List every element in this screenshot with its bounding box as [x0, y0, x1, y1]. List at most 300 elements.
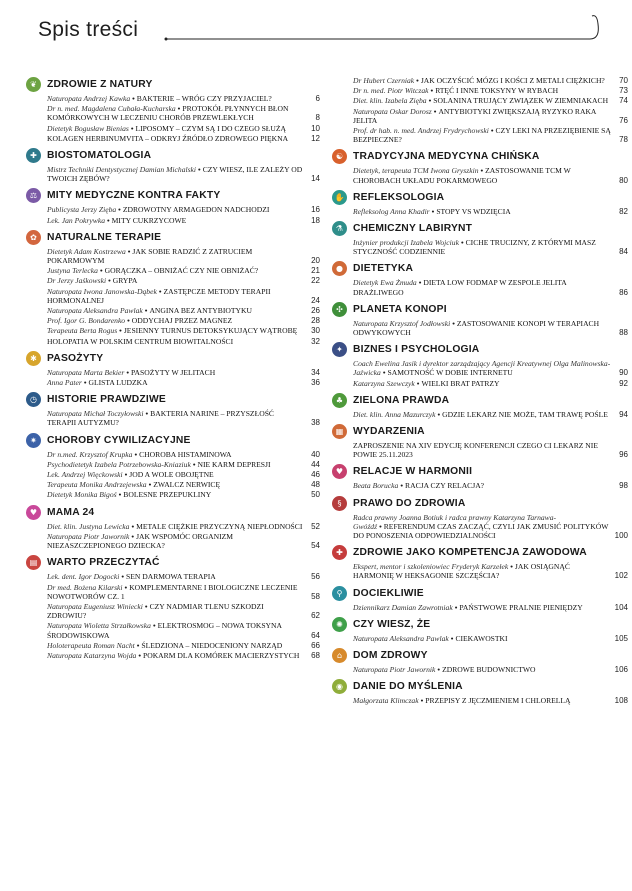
entry-page-number: 102 — [614, 571, 628, 581]
entry-author: Naturopata Eugeniusz Winiecki — [47, 601, 143, 611]
entry-author: Prof. dr hab. n. med. Andrzej Frydrychowski — [353, 126, 489, 136]
entry-author: Mistrz Techniki Dentystycznej Damian Michalski — [47, 165, 197, 175]
bullet-separator: • — [118, 490, 122, 500]
toc-entry[interactable] — [47, 124, 320, 133]
entry-page-number: 86 — [619, 287, 628, 297]
bullet-separator: • — [152, 621, 156, 631]
bullet-separator: • — [416, 378, 420, 388]
cannabis-icon: ✣ — [332, 302, 347, 317]
bullet-separator: • — [198, 165, 201, 175]
flask-icon: ⚗ — [332, 221, 347, 236]
entry-article-title: DIETA LOW FODMAP W ZESPOLE JELITA DRAŻLIWEGO — [353, 278, 567, 297]
section-heading[interactable] — [26, 229, 320, 246]
balance-icon: ⚖ — [26, 188, 41, 203]
entry-article-title: SEN DARMOWA TERAPIA — [126, 572, 216, 582]
section-dietetyka — [332, 260, 628, 296]
entry-page-number: 104 — [614, 602, 628, 612]
entry-page-number: 54 — [311, 541, 320, 551]
entry-page-number: 6 — [315, 94, 320, 103]
entry-author: Terapeuta Berta Rogus — [47, 326, 118, 336]
bullet-separator: • — [134, 449, 138, 459]
entry-author: Dr Hubert Czerniak — [353, 76, 415, 85]
entry-page-number: 26 — [311, 306, 320, 316]
bullet-separator: • — [510, 562, 513, 572]
entry-article-title: ELEKTROSMOG – NOWA TOKSYNA ŚRODOWISKOWA — [47, 621, 282, 640]
entry-author: Publicysta Jerzy Zięba — [47, 205, 117, 215]
entry-page-number: 84 — [619, 247, 628, 257]
bullet-separator: • — [121, 572, 125, 582]
toc-entry[interactable] — [47, 165, 320, 183]
toc-entry[interactable] — [47, 216, 320, 225]
toc-right-column — [332, 76, 628, 710]
section-mity-medyczne-kontra-fakty — [26, 187, 320, 224]
entry-page-number: 28 — [311, 316, 320, 326]
section-heading[interactable] — [332, 678, 628, 695]
bullet-separator: • — [379, 521, 382, 531]
entry-article-title: JAK WSPOMÓC ORGANIZM NIEZASZCZEPIONEGO DZIECKA? — [47, 531, 233, 551]
entry-page-number: 68 — [311, 650, 320, 660]
bullet-separator: • — [144, 601, 148, 611]
section-title: PLANETA KONOPI — [353, 303, 447, 315]
bullet-separator: • — [450, 633, 454, 643]
entry-author: Justyna Terlecka — [47, 266, 98, 276]
entry-page-number: 108 — [614, 696, 628, 706]
entry-author: Psychodietetyk Izabela Potrzebowska-Kniaziuk — [47, 459, 191, 469]
toc-entry[interactable] — [353, 359, 628, 377]
section-title: PRAWO DO ZDROWIA — [353, 497, 466, 509]
toc-entry[interactable] — [47, 450, 320, 459]
entry-article-title: CIEKAWOSTKI — [455, 633, 508, 643]
bullet-separator: • — [145, 409, 149, 419]
toc-entry[interactable] — [353, 319, 628, 337]
section-heading[interactable] — [332, 392, 628, 409]
sprout-icon: ♣ — [332, 393, 347, 408]
entry-author: Naturopata Aleksandra Pawlak — [47, 306, 143, 316]
section-heading[interactable] — [332, 423, 628, 440]
entry-page-number: 70 — [619, 76, 628, 85]
toc-entry[interactable] — [353, 665, 628, 674]
entry-article-title: CZY LEKI NA PRZEZIĘBIENIE SĄ BEZPIECZNE? — [353, 126, 611, 145]
entry-author: Holoterapeuta Roman Nacht — [47, 640, 135, 650]
entry-author: Ekspert, mentor i szkoleniowiec Fryderyk Karzełek — [353, 562, 509, 572]
toc-entry[interactable] — [47, 104, 320, 122]
toc-entry[interactable] — [47, 470, 320, 479]
section-heading[interactable] — [332, 616, 628, 633]
entry-author: Dr med. Bożena Kilarski — [47, 582, 123, 592]
bullet-separator: • — [431, 206, 435, 216]
entry-page-number: 62 — [311, 611, 320, 621]
entry-article-title: KOLAGEN HERBINUMVITA – ODKRYJ ŹRÓDŁO ZDROWEGO PIĘKNA — [47, 133, 289, 143]
entry-article-title: BOLESNE PRZEPUKLINY — [123, 490, 212, 500]
bullet-separator: • — [118, 205, 121, 215]
section-heading[interactable] — [26, 350, 320, 367]
bullet-separator: • — [131, 521, 135, 531]
entry-article-title: BAKTERIE – WRÓG CZY PRZYJACIEL? — [136, 94, 272, 103]
section-biznes-i-psychologia — [332, 341, 628, 388]
toc-entry[interactable] — [47, 522, 320, 531]
section-heading[interactable] — [26, 147, 320, 164]
section-tradycyjna-medycyna-chinska — [332, 148, 628, 184]
section-title: HISTORIE PRAWDZIWE — [47, 394, 166, 406]
entry-author: Dietetyk Monika Bigoś — [47, 490, 117, 500]
section-continued — [332, 76, 628, 144]
entry-page-number: 34 — [311, 367, 320, 377]
toc-entry[interactable] — [353, 207, 628, 216]
section-zdrowie-z-natury — [26, 76, 320, 143]
entry-author: Anna Pater — [47, 378, 82, 388]
entry-author: Terapeuta Monika Andrzejewska — [47, 480, 147, 490]
entry-page-number: 96 — [619, 450, 628, 460]
entry-article-title: SAMOTNOŚĆ W DOBIE INTERNETU — [387, 368, 513, 378]
bullet-separator: • — [132, 94, 135, 103]
heart-icon: ♥ — [332, 464, 347, 479]
toc-entry[interactable] — [47, 490, 320, 499]
calendar-icon: ▦ — [332, 424, 347, 439]
entry-article-title: CZY NADMIAR TLENU SZKODZI ZDROWIU? — [47, 601, 264, 621]
entry-article-title: ZASTOSOWANIE TCM W CHOROBACH UKŁADU POKARMOWEGO — [353, 166, 571, 185]
toc-entry[interactable] — [47, 337, 320, 346]
entry-article-title: ZASTOSOWANIE KONOPI W TERAPIACH ODWYKOWYCH — [353, 318, 600, 338]
toc-entry[interactable] — [47, 316, 320, 325]
entry-article-title: PRZEPISY Z JĘCZMIENIEM I CHLORELLĄ — [425, 696, 571, 706]
entry-page-number: 56 — [311, 572, 320, 582]
handshake-icon: ✦ — [332, 342, 347, 357]
bullet-separator: • — [136, 640, 140, 650]
entry-article-title: PAŃSTWOWE PRALNIE PIENIĘDZY — [459, 602, 583, 612]
entry-page-number: 73 — [619, 86, 628, 96]
entry-article-title: NIE KARM DEPRESJI — [197, 459, 271, 469]
entry-author: Naturopata Michał Toczyłowski — [47, 409, 144, 419]
entry-page-number: 16 — [311, 205, 320, 215]
entry-page-number: 105 — [614, 633, 628, 643]
entry-article-title: POKARM DLA KOMÓREK MACIERZYSTYCH — [142, 650, 300, 660]
entry-page-number: 88 — [619, 328, 628, 338]
bullet-separator: • — [148, 480, 152, 490]
magnifier-icon: ⚲ — [332, 586, 347, 601]
toc-entry[interactable] — [353, 166, 628, 184]
bullet-separator: • — [428, 96, 432, 106]
entry-article-title: BAKTERIA NARINE – PRZYSZŁOŚĆ TERAPII AUTYZMU? — [47, 409, 274, 428]
bullet-separator: • — [144, 306, 148, 316]
toc-entry[interactable] — [47, 276, 320, 285]
entry-article-title: KOMPLEMENTARNE I BIOLOGICZNE LECZENIE NOWOTWORÓW CZ. 1 — [47, 582, 298, 601]
toc-entry[interactable] — [47, 134, 320, 143]
section-heading[interactable] — [332, 189, 628, 206]
entry-page-number: 76 — [619, 115, 628, 125]
section-title: ZDROWIE Z NATURY — [47, 79, 153, 90]
entry-page-number: 48 — [311, 480, 320, 490]
virus-icon: ✷ — [26, 433, 41, 448]
toc-entry[interactable] — [353, 603, 628, 612]
entry-article-title: RACJA CZY RELACJA? — [405, 481, 485, 491]
entry-page-number: 52 — [311, 521, 320, 531]
bullet-separator: • — [416, 76, 419, 85]
toc-entry[interactable] — [353, 562, 628, 580]
entry-author: Diet. klin. Anna Mazurczyk — [353, 409, 436, 419]
toc-entry[interactable] — [47, 306, 320, 315]
section-title: DOM ZDROWY — [353, 650, 428, 662]
entry-author: Dietetyk, terapeuta TCM Iwona Gryszkin — [353, 166, 479, 176]
entry-article-title: GLISTA LUDZKA — [88, 378, 148, 388]
entry-page-number: 64 — [311, 630, 320, 640]
section-refleksologia — [332, 189, 628, 216]
bullet-separator: • — [119, 326, 122, 336]
bullet-separator: • — [158, 286, 162, 296]
entry-page-number: 21 — [311, 266, 320, 276]
bullet-separator: • — [490, 126, 494, 136]
entry-author: Dietetyk Adam Kostrzewa — [47, 246, 126, 256]
entry-page-number: 8 — [315, 113, 320, 123]
toc-entry[interactable] — [353, 96, 628, 105]
section-title: WARTO PRZECZYTAĆ — [47, 557, 160, 569]
toc-entry[interactable] — [47, 368, 320, 377]
toc-entry[interactable] — [47, 378, 320, 387]
section-title: RELACJE W HARMONII — [353, 466, 473, 478]
section-title: DANIE DO MYŚLENIA — [353, 681, 463, 693]
toc-entry[interactable] — [353, 86, 628, 95]
bullet-separator: • — [177, 104, 181, 114]
section-heading[interactable] — [26, 432, 320, 449]
toc-entry[interactable] — [353, 379, 628, 388]
section-heading[interactable] — [332, 647, 628, 664]
section-dociekliwie — [332, 585, 628, 612]
entry-page-number: 18 — [311, 215, 320, 225]
entry-page-number: 44 — [311, 459, 320, 469]
entry-article-title: METALE CIĘŻKIE PRZYCZYNĄ NIEPŁODNOŚCI — [136, 521, 303, 531]
bullet-separator: • — [437, 665, 441, 675]
section-zdrowie-jako-kompetencja-zawodowa — [332, 544, 628, 580]
bullet-separator: • — [131, 531, 135, 541]
entry-author: Diet. klin. Izabela Zięba — [353, 96, 427, 106]
entry-article-title: JAK SOBIE RADZIĆ Z ZATRUCIEM POKARMOWYM — [47, 246, 253, 266]
section-title: BIZNES I PSYCHOLOGIA — [353, 344, 480, 356]
entry-author: Naturopata Marta Bekier — [47, 367, 125, 377]
entry-page-number: 74 — [619, 96, 628, 106]
apple-icon: ● — [332, 261, 347, 276]
page-title: Spis treści — [38, 18, 139, 41]
bug-icon: ✱ — [26, 351, 41, 366]
entry-article-title: CICHE TRUCIZNY, Z KTÓRYMI MASZ STYCZNOŚĆ CODZIENNIE — [353, 238, 596, 257]
toc-entry[interactable] — [47, 266, 320, 275]
section-zielona-prawda — [332, 392, 628, 419]
bullet-separator: • — [480, 166, 484, 176]
section-pasozyty — [26, 350, 320, 387]
section-title: CHEMICZNY LABIRYNT — [353, 223, 473, 235]
toc-entry[interactable] — [47, 532, 320, 550]
entry-author: Dietetyk Bogusław Bienias — [47, 123, 129, 133]
section-heading[interactable] — [26, 76, 320, 93]
toc-entry[interactable] — [353, 278, 628, 296]
section-title: DOCIEKLIWIE — [353, 587, 424, 599]
entry-author: Naturopata Aleksandra Pawlak — [353, 633, 449, 643]
entry-article-title: PROTOKÓŁ PŁYNNYCH BŁON KOMÓRKOWYCH W LECZENIU CHORÓB PRZEWLEKŁYCH — [47, 104, 289, 123]
section-heading[interactable] — [332, 220, 628, 237]
entry-page-number: 94 — [619, 409, 628, 419]
entry-article-title: RTĘĆ I INNE TOKSYNY W RYBACH — [435, 86, 559, 96]
section-heading[interactable] — [26, 504, 320, 521]
entry-article-title: ZWALCZ NERWICĘ — [153, 480, 221, 490]
entry-article-title: ŚLEDZIONA – NIEDOCENIONY NARZĄD — [141, 640, 283, 650]
foot-icon: ✋ — [332, 190, 347, 205]
entry-page-number: 10 — [311, 123, 320, 133]
toc-entry[interactable] — [353, 126, 628, 144]
entry-page-number: 14 — [311, 174, 320, 184]
toc-entry[interactable] — [353, 107, 628, 125]
entry-author: Naturopata Piotr Jawornik — [47, 531, 130, 541]
toc-entry[interactable] — [47, 621, 320, 639]
entry-article-title: LIPOSOMY – CZYM SĄ I DO CZEGO SŁUŻĄ — [135, 123, 287, 133]
section-heading[interactable] — [332, 495, 628, 512]
entry-page-number: 22 — [311, 276, 320, 286]
yin-yang-icon: ☯ — [332, 149, 347, 164]
entry-author: Katarzyna Szewczyk — [353, 378, 415, 388]
section-heading[interactable] — [332, 544, 628, 561]
book-icon: ▤ — [26, 555, 41, 570]
entry-article-title: JESIENNY TURNUS DETOKSYKUJĄCY WĄTROBĘ — [123, 326, 298, 336]
section-heading[interactable] — [332, 341, 628, 358]
toc-entry[interactable] — [47, 641, 320, 650]
tooth-icon: ✚ — [26, 148, 41, 163]
bullet-separator: • — [124, 582, 128, 592]
herb-icon: ✿ — [26, 230, 41, 245]
toc-entry[interactable] — [353, 634, 628, 643]
section-planeta-konopi — [332, 301, 628, 337]
toc-entry[interactable] — [353, 238, 628, 256]
entry-author: Coach Ewelina Jasik i dyrektor zarządzający Agencji Kreatywnej Olga Malinowska-Jaźwicka — [353, 359, 611, 378]
entry-article-title: ANGINA BEZ ANTYBIOTYKU — [149, 306, 252, 316]
bullet-separator: • — [107, 215, 110, 225]
entry-article-title: CZY WIESZ, ILE ZALEŻY OD TWOICH ZĘBÓW? — [47, 165, 303, 184]
entry-article-title: ANTYBIOTYKI ZWIĘKSZAJĄ RYZYKO RAKA JELITA — [353, 106, 596, 125]
entry-author: Inżynier produkcji Izabela Wojciuk — [353, 238, 459, 248]
entry-author: Naturopata Oskar Dorosz — [353, 106, 432, 116]
toc-entry[interactable] — [47, 205, 320, 214]
entry-article-title: JAK OCZYŚCIĆ MÓZG I KOŚCI Z METALI CIĘŻKICH? — [420, 76, 605, 85]
toc-entry[interactable] — [47, 583, 320, 601]
section-naturalne-terapie — [26, 229, 320, 346]
entry-article-title: GDZIE LEKARZ NIE MOŻE, TAM TRAWĘ POŚLE — [442, 409, 608, 419]
section-heading[interactable] — [26, 187, 320, 204]
section-warto-przeczytac — [26, 554, 320, 660]
entry-author: Prof. Igor G. Bondarenko — [47, 316, 126, 326]
toc-entry[interactable] — [353, 696, 628, 705]
section-title: BIOSTOMATOLOGIA — [47, 150, 152, 162]
section-title: ZIELONA PRAWDA — [353, 394, 450, 406]
toc-entry[interactable] — [353, 513, 628, 541]
toc-entry[interactable] — [47, 460, 320, 469]
toc-entry[interactable] — [353, 441, 628, 459]
section-heading[interactable] — [332, 585, 628, 602]
entry-page-number: 32 — [311, 336, 320, 346]
toc-entry[interactable] — [47, 602, 320, 620]
entry-author: Naturopata Piotr Jawornik — [353, 665, 436, 675]
bullet-separator: • — [127, 316, 130, 326]
house-icon: ⌂ — [332, 648, 347, 663]
entry-article-title: CHOROBA HISTAMINOWA — [139, 449, 232, 459]
section-title: ZDROWIE JAKO KOMPETENCJA ZAWODOWA — [353, 547, 587, 559]
toc-entry[interactable] — [47, 572, 320, 581]
toc-entry[interactable] — [47, 94, 320, 103]
section-wydarzenia — [332, 423, 628, 459]
section-mama-24 — [26, 504, 320, 551]
entry-author: Beata Borucka — [353, 481, 399, 491]
entry-page-number: 40 — [311, 449, 320, 459]
bullet-separator: • — [420, 696, 424, 706]
section-heading[interactable] — [332, 148, 628, 165]
entry-author: Lek. Andrzej Więckowski — [47, 470, 123, 480]
section-title: CHOROBY CYWILIZACYJNE — [47, 434, 191, 446]
toc-entry[interactable] — [47, 247, 320, 265]
toc-entry[interactable] — [47, 409, 320, 427]
section-heading[interactable] — [332, 260, 628, 277]
section-heading[interactable] — [332, 463, 628, 480]
section-title: NATURALNE TERAPIE — [47, 231, 162, 243]
entry-author: Diet. klin. Justyna Lewicka — [47, 521, 130, 531]
section-historie-prawdziwe — [26, 391, 320, 427]
bullet-separator: • — [452, 318, 455, 328]
entry-article-title: STOPY VS WDZIĘCIA — [436, 206, 511, 216]
section-chemiczny-labirynt — [332, 220, 628, 256]
section-title: REFLEKSOLOGIA — [353, 191, 445, 203]
entry-author: Dr n. med. Magdalena Cubała-Kucharska — [47, 104, 176, 114]
section-title: TRADYCYJNA MEDYCYNA CHIŃSKA — [353, 151, 540, 163]
toc-entry[interactable] — [353, 481, 628, 490]
bullet-separator: • — [126, 367, 130, 377]
entry-page-number: 58 — [311, 591, 320, 601]
toc-entry[interactable] — [353, 410, 628, 419]
entry-author: Refleksolog Anna Khadir — [353, 206, 430, 216]
toc-entry[interactable] — [353, 76, 628, 85]
bullet-separator: • — [130, 123, 134, 133]
section-heading[interactable] — [26, 391, 320, 408]
entry-author: Małgorzata Klimczak — [353, 696, 419, 706]
toc-entry[interactable] — [47, 326, 320, 335]
entry-article-title: JAK OSIĄGNĄĆ HARMONIĘ W HEKSAGONIE SZCZĘŚCIA? — [353, 562, 570, 581]
entry-page-number: 36 — [311, 378, 320, 388]
section-title: PASOŻYTY — [47, 352, 104, 364]
section-title: WYDARZENIA — [353, 426, 425, 438]
bullet-separator: • — [400, 481, 404, 491]
bullet-separator: • — [83, 378, 87, 388]
clock-icon: ◷ — [26, 392, 41, 407]
entry-article-title: WIELKI BRAT PATRZY — [421, 378, 500, 388]
entry-article-title: REFERENDUM CZAS ZACZĄĆ, CZYLI JAK ZMUSIĆ POLITYKÓW DO PONOSZENIA ODPOWIEDZIALNOŚCI — [353, 521, 609, 541]
section-heading[interactable] — [26, 554, 320, 571]
bullet-separator: • — [108, 276, 111, 286]
section-heading[interactable] — [332, 301, 628, 318]
toc-entry[interactable] — [47, 287, 320, 305]
entry-author: Lek. dent. Igor Dogocki — [47, 572, 120, 582]
bullet-separator: • — [430, 86, 434, 96]
toc-entry[interactable] — [47, 651, 320, 660]
section-czy-wiesz-ze — [332, 616, 628, 643]
section-title: DIETETYKA — [353, 263, 414, 275]
entry-page-number: 92 — [619, 378, 628, 388]
toc-entry[interactable] — [47, 480, 320, 489]
entry-page-number: 106 — [614, 665, 628, 675]
section-title: MITY MEDYCZNE KONTRA FAKTY — [47, 190, 221, 202]
entry-page-number: 82 — [619, 206, 628, 216]
entry-author: Naturopata Krzysztof Jodłowski — [353, 318, 451, 328]
entry-page-number: 12 — [311, 133, 320, 143]
bullet-separator: • — [418, 278, 422, 288]
entry-article-title: ZDROWOTNY ARMAGEDON NADCHODZI — [122, 205, 270, 215]
entry-page-number: 98 — [619, 481, 628, 491]
entry-page-number: 46 — [311, 470, 320, 480]
bullet-separator: • — [99, 266, 103, 276]
entry-page-number: 78 — [619, 135, 628, 145]
entry-page-number: 100 — [614, 531, 628, 541]
